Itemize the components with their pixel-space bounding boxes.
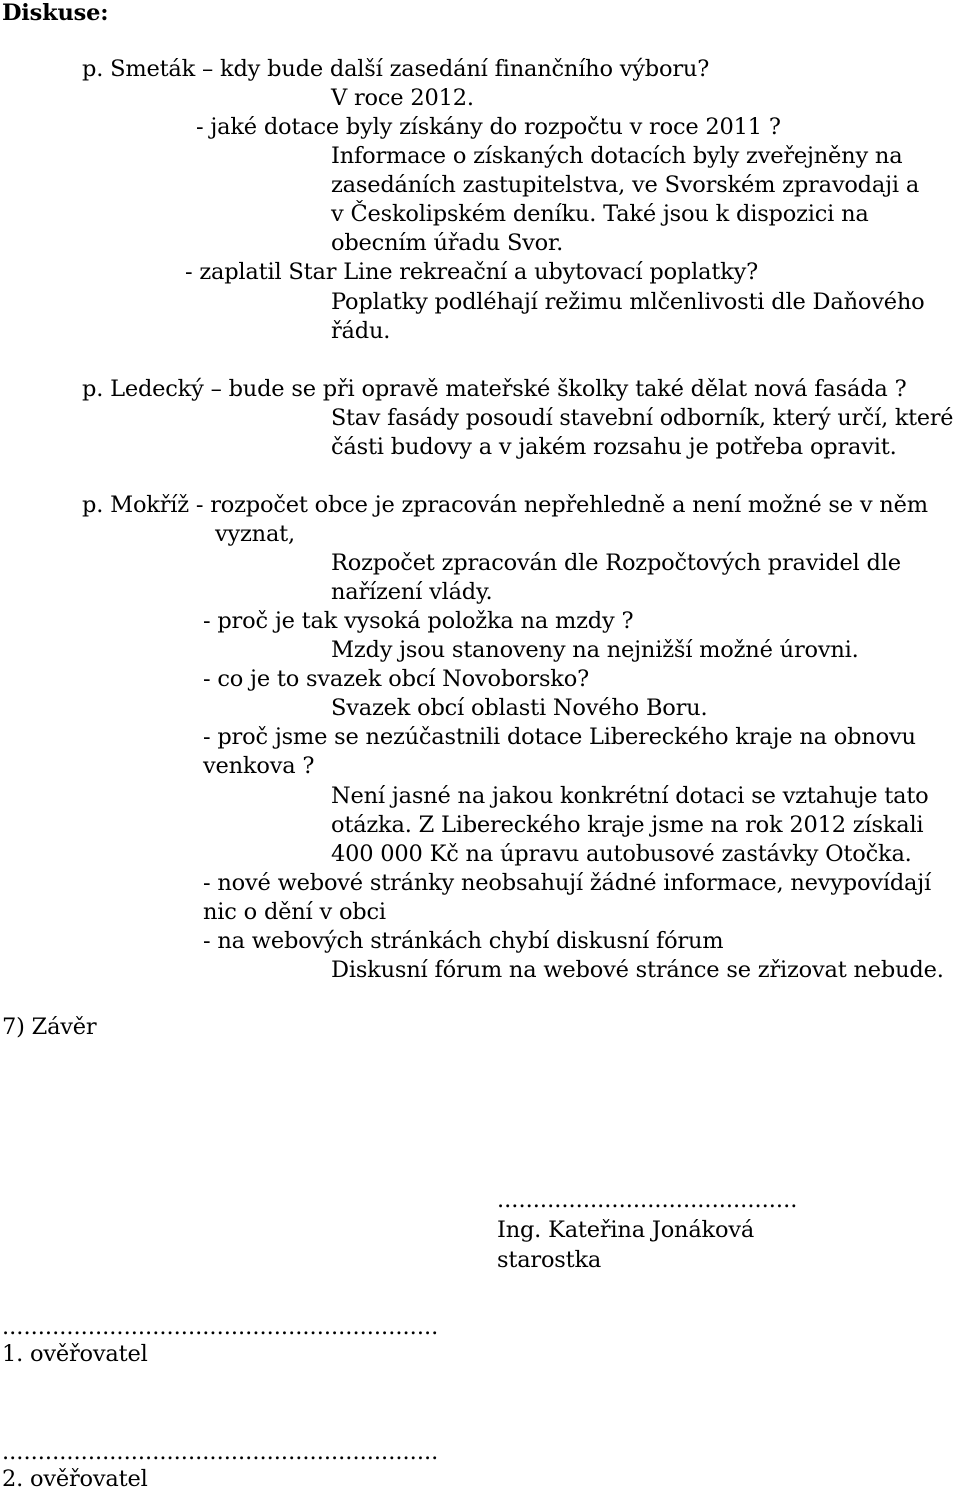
- mokriz-question-4-line-1: - proč jsme se nezúčastnili dotace Libereckého kraje na obnovu: [203, 724, 916, 750]
- mokriz-answer-4-line-2: otázka. Z Libereckého kraje jsme na rok 2012 získali: [331, 812, 924, 838]
- signature-role: starostka: [497, 1247, 602, 1273]
- mokriz-question-1-line-1: p. Mokříž - rozpočet obce je zpracován nepřehledně a není možné se v něm: [82, 492, 928, 518]
- mokriz-question-1-line-2: vyznat,: [215, 521, 295, 547]
- mokriz-answer-4-line-3: 400 000 Kč na úpravu autobusové zastávky Otočka.: [331, 841, 912, 867]
- smetak-answer-2-line-1: Informace o získaných dotacích byly zveřejněny na: [331, 143, 903, 169]
- smetak-question-1: p. Smeták – kdy bude další zasedání finančního výboru?: [82, 56, 710, 82]
- smetak-answer-1: V roce 2012.: [331, 85, 474, 111]
- smetak-question-3: - zaplatil Star Line rekreační a ubytovací poplatky?: [185, 259, 758, 285]
- verifier-2-label: 2. ověřovatel: [2, 1466, 148, 1492]
- mokriz-question-5-line-2: nic o dění v obci: [203, 899, 386, 925]
- smetak-answer-2-line-3: v Českolipském deníku. Také jsou k dispozici na: [331, 201, 869, 227]
- smetak-answer-3-line-1: Poplatky podléhají režimu mlčenlivosti dle Daňového: [331, 289, 925, 315]
- mokriz-answer-3: Svazek obcí oblasti Nového Boru.: [331, 695, 708, 721]
- signature-dotted-line: ..........................................: [497, 1187, 798, 1213]
- verifier-1-dotted-line: .............................................................: [2, 1314, 439, 1340]
- verifier-1-label: 1. ověřovatel: [2, 1341, 148, 1367]
- mokriz-question-4-line-2: venkova ?: [203, 753, 315, 779]
- mokriz-question-6: - na webových stránkách chybí diskusní fórum: [203, 928, 724, 954]
- verifier-2-dotted-line: .............................................................: [2, 1439, 439, 1465]
- smetak-answer-2-line-2: zasedáních zastupitelstva, ve Svorském zpravodaji a: [331, 172, 920, 198]
- section-7-heading: 7) Závěr: [2, 1014, 97, 1040]
- mokriz-answer-1-line-2: nařízení vlády.: [331, 579, 493, 605]
- mokriz-answer-6: Diskusní fórum na webové stránce se zřizovat nebude.: [331, 957, 944, 983]
- mokriz-question-2: - proč je tak vysoká položka na mzdy ?: [203, 608, 634, 634]
- ledecky-answer-1-line-1: Stav fasády posoudí stavební odborník, který určí, které: [331, 405, 954, 431]
- smetak-answer-3-line-2: řádu.: [331, 318, 391, 344]
- ledecky-answer-1-line-2: části budovy a v jakém rozsahu je potřeba opravit.: [331, 434, 897, 460]
- mokriz-answer-2: Mzdy jsou stanoveny na nejnižší možné úrovni.: [331, 637, 859, 663]
- smetak-answer-2-line-4: obecním úřadu Svor.: [331, 230, 564, 256]
- signature-name: Ing. Kateřina Jonáková: [497, 1217, 755, 1243]
- mokriz-answer-1-line-1: Rozpočet zpracován dle Rozpočtových pravidel dle: [331, 550, 901, 576]
- heading-diskuse: Diskuse:: [2, 0, 109, 26]
- smetak-question-2: - jaké dotace byly získány do rozpočtu v roce 2011 ?: [196, 114, 781, 140]
- ledecky-question-1: p. Ledecký – bude se při opravě mateřské školky také dělat nová fasáda ?: [82, 376, 907, 402]
- mokriz-answer-4-line-1: Není jasné na jakou konkrétní dotaci se vztahuje tato: [331, 783, 929, 809]
- mokriz-question-5-line-1: - nové webové stránky neobsahují žádné informace, nevypovídají: [203, 870, 932, 896]
- mokriz-question-3: - co je to svazek obcí Novoborsko?: [203, 666, 589, 692]
